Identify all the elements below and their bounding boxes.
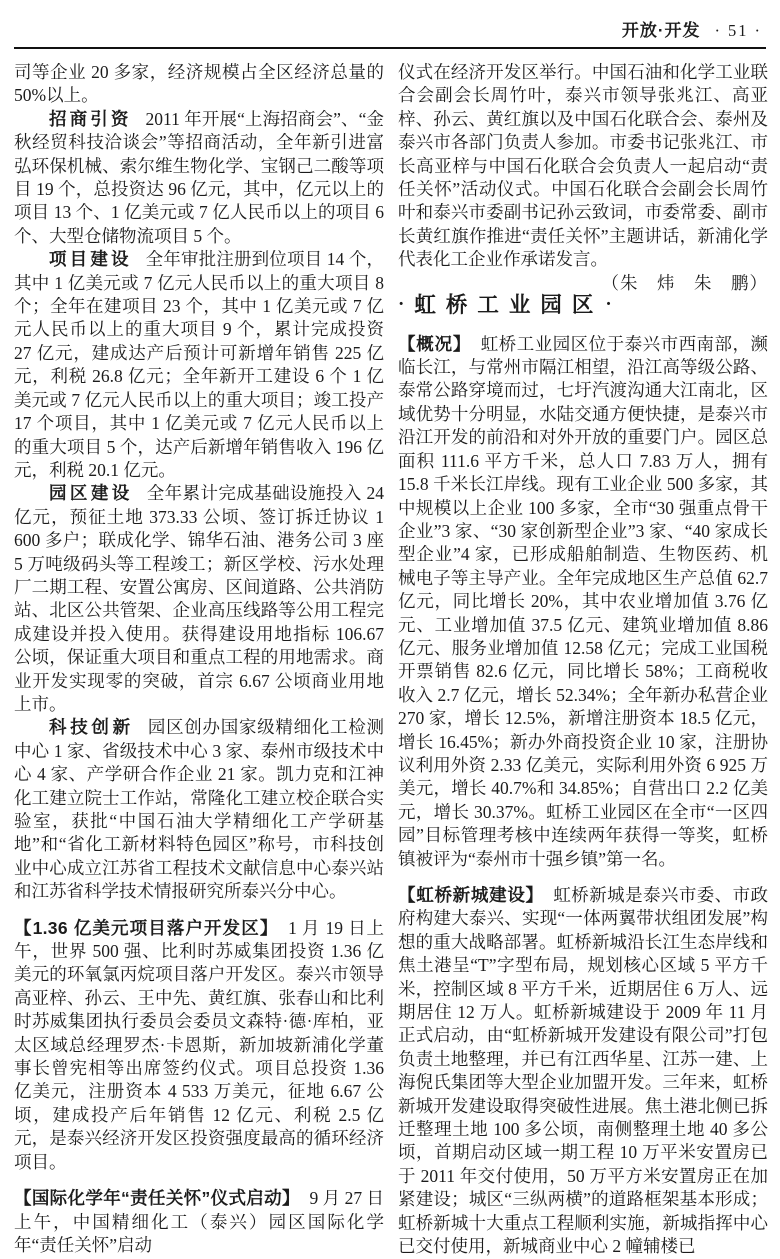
- entry-heading: 【国际化学年“责任关怀”仪式启动】: [14, 1188, 300, 1209]
- entry-text: 1 月 19 日上午，世界 500 强、比利时苏威集团投资 1.36 亿美元的环氧氯丙烷项目落户开发区。泰兴市领导高亚梓、孙云、王中先、黄红旗、张春山和比利时苏威集团执行委员会委员文森特·德·库柏，亚太区域总经理罗杰·卡恩斯，新加坡新浦化学董事长曾宪相等出席签约仪式。项目总投资 1.36 亿美元，注册资本 4 533 万美元，征地 6.67 公顷，建成投产后年销售 12 亿元、利税 2.5 亿元，是泰兴经济开发区投资强度最高的循环经济项目。: [14, 917, 385, 1172]
- entry-text: 虹桥新城是泰兴市委、市政府构建大泰兴、实现“一体两翼带状组团发展”构想的重大战略部署。虹桥新城沿长江生态岸线和焦土港呈“T”字型布局，规划核心区域 5 平方千米，控制区域 8 平方千米，近期居住 6 万人、远期居住 12 万人。虹桥新城建设于 2009 年 11 月正式启动，由“虹桥新城开发建设有限公司”打包负责土地整理，并已有江西华星、江苏一建、上海倪氏集团等大型企业加盟开发。三年来，虹桥新城开发建设取得突破性进展。焦土港北侧已拆迁整理土地 100 多公顷，南侧整理土地 40 多公顷，首期启动区域一期工程 10 万平米安置房已于 2011 年交付使用，50 万平方米安置房正在加紧建设；城区“三纵两横”的道路框架基本形成；虹桥新城十大重点工程顺利实施，新城指挥中心已交付使用，新城商业中心 2 幢辅楼已: [398, 885, 769, 1257]
- left-column: [14, 61, 384, 1259]
- paragraph-subhead: 科技创新: [49, 717, 134, 738]
- entry-heading: 【概况】: [398, 333, 472, 354]
- paragraph-text: 仪式在经济开发区举行。中国石油和化学工业联合会副会长周竹叶，泰兴市领导张兆江、高亚梓、孙云、黄红旗以及中国石化联合会、泰州及泰兴市各部门负责人参加。市委书记张兆江、市长高亚梓与中国石化联合会负责人一起启动“责任关怀”活动仪式。中国石化联合会副会长周竹叶和泰兴市委副书记孙云致词，市委常委、副市长黄红旗作推进“责任关怀”主题讲话，新浦化学代表化工企业作承诺发言。: [398, 62, 768, 270]
- paragraph-text: 全年累计完成基础设施投入 24 亿元，预征土地 373.33 公顷、签订拆迁协议 1 600 多户；联成化学、锦华石油、港务公司 3 座 5 万吨级码头等工程竣工；新区学校、污水处理厂二期工程、安置公寓房、区间道路、公共消防站、北区公共管架、企业高压线路等公用工程完成建设并投入使用。获得建设用地指标 106.67 公顷，保证重大项目和重点工程的用地需求。商业开发实现零的突破，首宗 6.67 公顷商业用地上市。: [14, 483, 385, 714]
- header-folio: [715, 21, 763, 41]
- paragraph-subhead: 园区建设: [49, 483, 133, 504]
- right-column: [398, 61, 768, 1259]
- entry-hongqiao-newtown: [398, 884, 768, 1259]
- folio-dot-right: ·: [754, 21, 762, 40]
- paragraph-xiangmu: [14, 248, 384, 482]
- paragraph-subhead: 项目建设: [49, 249, 132, 270]
- byline-attribution: （朱 炜 朱 鹏）: [601, 272, 768, 293]
- paragraph-yuanqu: [14, 482, 384, 716]
- entry-overview: [398, 333, 768, 871]
- entry-responsible-care: [14, 1187, 384, 1257]
- paragraph-text: 全年审批注册到位项目 14 个，其中 1 亿美元或 7 亿元人民币以上的重大项目 8 个；全年在建项目 23 个，其中 1 亿美元或 7 亿元人民币以上的重大项目 9 个，累计完成投资 27 亿元，建成达产后预计可新增年销售 225 亿元，利税 26.8 亿元；全年新开工建设 6 个 1 亿美元或 7 亿元人民币以上的重大项目；竣工投产 17 个项目，其中 1 亿美元或 7 亿元人民币以上的重大项目 5 个，达产后新增年销售收入 196 亿元，利税 20.1 亿元。: [14, 249, 385, 480]
- header-section-title: 开放·开发: [621, 21, 701, 40]
- page-header: [14, 12, 768, 47]
- paragraph-continuation: [14, 61, 384, 108]
- paragraph-text: 司等企业 20 多家，经济规模占全区经济总量的 50%以上。: [14, 62, 384, 106]
- entry-heading: 【虹桥新城建设】: [398, 885, 544, 905]
- section-title-dot-right: ·: [605, 293, 612, 315]
- paragraph-zhaoshang: [14, 108, 384, 248]
- header-rule: [14, 47, 766, 49]
- paragraph-continuation: [398, 61, 768, 293]
- section-title-text: 虹桥工业园区: [414, 292, 604, 317]
- entry-text: 虹桥工业园区位于泰兴市西南部，濒临长江，与常州市隔江相望，沿江高等级公路、泰常公路穿境而过，七圩汽渡沟通大江南北，区域优势十分明显，水陆交通方便快捷，是泰兴市沿江开发的前沿和对外开放的重要门户。园区总面积 111.6 平方千米，总人口 7.83 万人，拥有 15.8 千米长江岸线。现有工业企业 500 多家，其中规模以上企业 100 多家，全市“30 强重点骨干企业”3 家、“30 家创新型企业”3 家、“40 家成长型企业”4 家，已形成船舶制造、生物医药、机械电子等主导产业。全年完成地区生产总值 62.7 亿元，同比增长 20%，其中农业增加值 3.76 亿元、工业增加值 37.5 亿元、建筑业增加值 8.86 亿元、服务业增加值 12.58 亿元；完成工业国税开票销售 82.6 亿元，同比增长 58%；工商税收收入 2.7 亿元，增长 52.34%；全年新办私营企业 270 家，增长 12.5%，新增注册资本 18.5 亿元，增长 16.45%；新办外商投资企业 10 家，注册协议利用外资 2.33 亿美元，实际利用外资 6 925 万美元，增长 40.7%和 34.85%；自营出口 2.2 亿美元，增长 30.37%。虹桥工业园区在全市“一区四园”目标管理考核中连续两年获得一等奖，虹桥镇被评为“泰州市十强乡镇”第一名。: [398, 333, 769, 869]
- entry-text: 9 月 27 日上午，中国精细化工（泰兴）园区国际化学年“责任关怀”启动: [14, 1188, 384, 1255]
- header-page-number: 51: [728, 21, 749, 40]
- entry-heading: 【1.36 亿美元项目落户开发区】: [14, 917, 279, 938]
- text-columns: [14, 61, 768, 1259]
- section-title-dot-left: ·: [398, 293, 405, 315]
- paragraph-subhead: 招商引资: [49, 108, 132, 129]
- entry-solvay-project: [14, 917, 384, 1174]
- paragraph-text: 园区创办国家级精细化工检测中心 1 家、省级技术中心 3 家、泰州市级技术中心 4 家、产学研合作企业 21 家。凯力克和江神化工建立院士工作站，常隆化工建立校企联合实验室，获批“中国石油大学精细化工产学研基地”和“省化工新材料特色园区”称号，市科技创业中心成立江苏省工程技术文献信息中心泰兴站和江苏省科学技术情报研究所泰兴分中心。: [14, 717, 384, 902]
- folio-dot-left: ·: [714, 21, 722, 40]
- paragraph-keji: [14, 716, 384, 903]
- paragraph-text: 2011 年开展“上海招商会”、“金秋经贸科技洽谈会”等招商活动，全年新引进富弘环保机械、索尔维生物化学、宝钢己二酸等项目 19 个，总投资达 96 亿元，其中，亿元以上的项目 13 个、1 亿美元或 7 亿人民币以上的项目 6 个、大型仓储物流项目 5 个。: [14, 108, 385, 246]
